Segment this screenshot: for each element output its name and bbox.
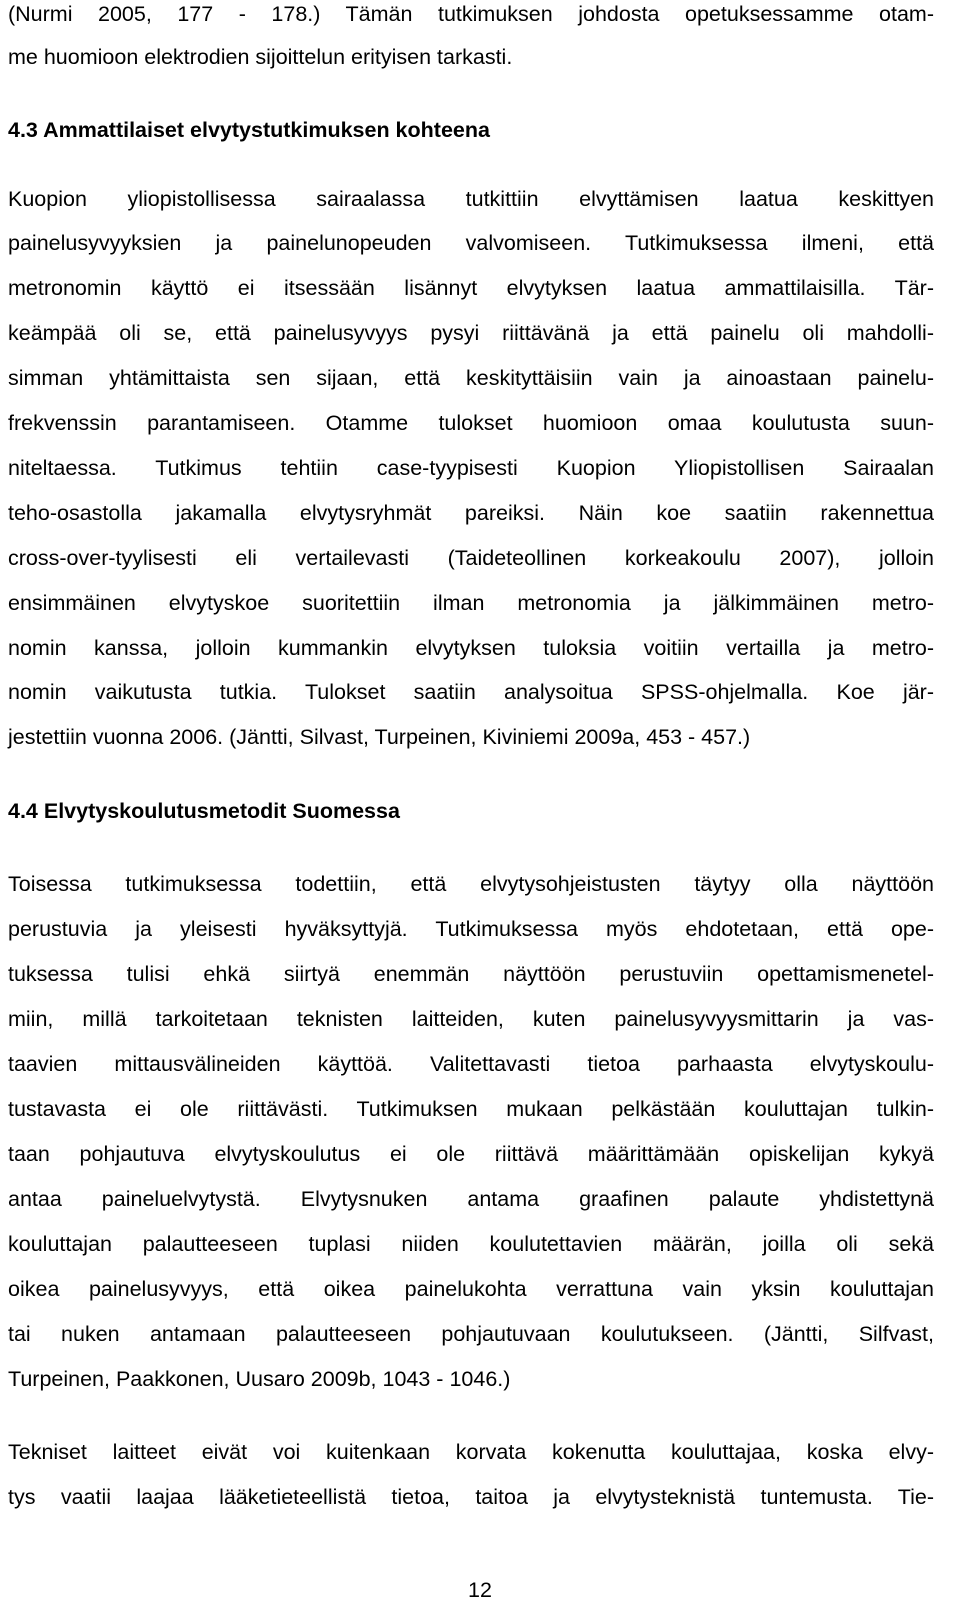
body-text-line: me huomioon elektrodien sijoittelun erityisen tarkasti.	[8, 45, 513, 69]
body-text-line: Turpeinen, Paakkonen, Uusaro 2009b, 1043 - 1046.)	[8, 1367, 511, 1391]
body-text-line: Tekniset laitteet eivät voi kuitenkaan korvata kokenutta kouluttajaa, koska elvy-	[8, 1440, 934, 1464]
body-text-line: ensimmäinen elvytyskoe suoritettiin ilman metronomia ja jälkimmäinen metro-	[8, 591, 934, 615]
body-text-line: nomin kanssa, jolloin kummankin elvytyksen tuloksia voitiin vertailla ja metro-	[8, 636, 934, 660]
body-text-line: jestettiin vuonna 2006. (Jäntti, Silvast, Turpeinen, Kiviniemi 2009a, 453 - 457.)	[8, 725, 751, 749]
body-text-line: kouluttajan palautteeseen tuplasi niiden koulutettavien määrän, joilla oli sekä	[8, 1232, 934, 1256]
body-text-line: niteltaessa. Tutkimus tehtiin case-tyypisesti Kuopion Yliopistollisen Sairaalan	[8, 456, 934, 480]
body-text-line: painelusyvyyksien ja painelunopeuden valvomiseen. Tutkimuksessa ilmeni, että	[8, 231, 934, 255]
body-text-line: tuksessa tulisi ehkä siirtyä enemmän näyttöön perustuviin opettamismenetel-	[8, 962, 934, 986]
body-text-line: metronomin käyttö ei itsessään lisännyt elvytyksen laatua ammattilaisilla. Tär-	[8, 276, 934, 300]
body-text-line: perustuvia ja yleisesti hyväksyttyjä. Tutkimuksessa myös ehdotetaan, että ope-	[8, 917, 934, 941]
body-text-line: miin, millä tarkoitetaan teknisten laitteiden, kuten painelusyvyysmittarin ja vas-	[8, 1007, 934, 1031]
body-text-line: Kuopion yliopistollisessa sairaalassa tutkittiin elvyttämisen laatua keskittyen	[8, 187, 934, 211]
body-text-line: nomin vaikutusta tutkia. Tulokset saatiin analysoitua SPSS-ohjelmalla. Koe jär-	[8, 680, 934, 704]
body-text-line: antaa paineluelvytystä. Elvytysnuken antama graafinen palaute yhdistettynä	[8, 1187, 934, 1211]
body-text-line: teho-osastolla jakamalla elvytysryhmät pareiksi. Näin koe saatiin rakennettua	[8, 501, 934, 525]
body-text-line: tys vaatii laajaa lääketieteellistä tietoa, taitoa ja elvytysteknistä tuntemusta. Tie-	[8, 1485, 934, 1509]
body-text-line: taan pohjautuva elvytyskoulutus ei ole riittävä määrittämään opiskelijan kykyä	[8, 1142, 934, 1166]
section-heading-4-4: 4.4 Elvytyskoulutusmetodit Suomessa	[8, 799, 400, 823]
body-text-line: keämpää oli se, että painelusyvyys pysyi riittävänä ja että painelu oli mahdolli-	[8, 321, 934, 345]
body-text-line: cross-over-tyylisesti eli vertailevasti (Taideteollinen korkeakoulu 2007), jolloin	[8, 546, 934, 570]
body-text-line: frekvenssin parantamiseen. Otamme tulokset huomioon omaa koulutusta suun-	[8, 411, 934, 435]
body-text-line: tai nuken antamaan palautteeseen pohjautuvaan koulutukseen. (Jäntti, Silfvast,	[8, 1322, 934, 1346]
page-number: 12	[468, 1578, 492, 1602]
body-text-line: taavien mittausvälineiden käyttöä. Valitettavasti tietoa parhaasta elvytyskoulu-	[8, 1052, 934, 1076]
body-text-line: (Nurmi 2005, 177 - 178.) Tämän tutkimuksen johdosta opetuksessamme otam-	[8, 2, 934, 26]
section-heading-4-3: 4.3 Ammattilaiset elvytystutkimuksen kohteena	[8, 118, 490, 142]
body-text-line: Toisessa tutkimuksessa todettiin, että elvytysohjeistusten täytyy olla näyttöön	[8, 872, 934, 896]
body-text-line: simman yhtämittaista sen sijaan, että keskityttäisiin vain ja ainoastaan painelu-	[8, 366, 934, 390]
body-text-line: oikea painelusyvyys, että oikea painelukohta verrattuna vain yksin kouluttajan	[8, 1277, 934, 1301]
body-text-line: tustavasta ei ole riittävästi. Tutkimuksen mukaan pelkästään kouluttajan tulkin-	[8, 1097, 934, 1121]
